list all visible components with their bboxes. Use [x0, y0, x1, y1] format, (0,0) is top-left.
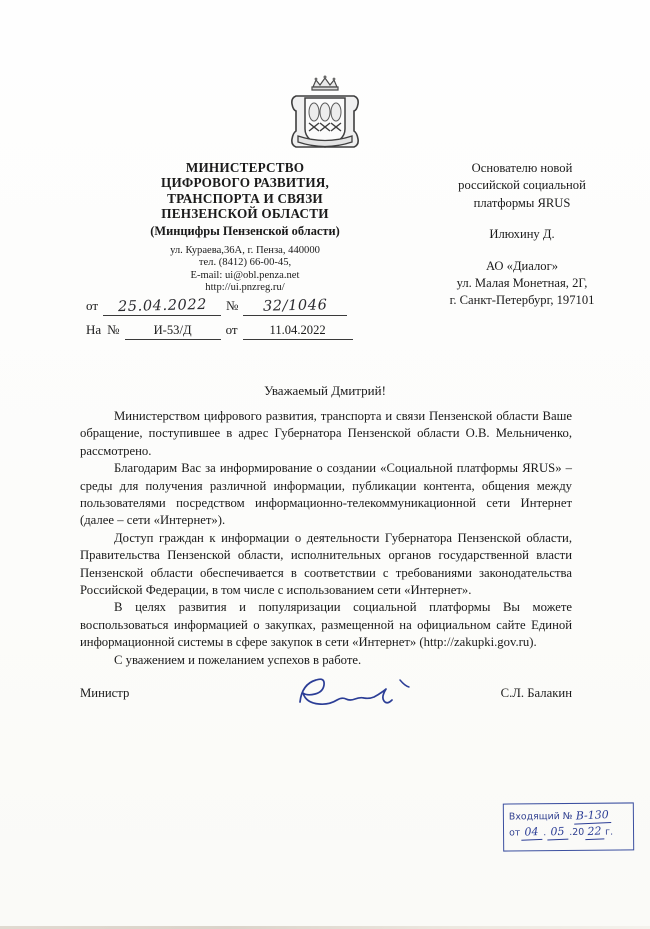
letter-paragraph: С уважением и пожеланием успехов в работе. [114, 652, 362, 667]
addressee-role [408, 160, 636, 212]
letter-paragraph: Благодарим Вас за информирование о создании «Социальной платформы ЯRUS» – среды для получения различной информации, публикации контента, общения между пользователями посредством информационно-телекоммуникационной сети Интернет (далее – сети «Интернет»). [80, 461, 572, 528]
email-line: E-mail: ui@obl.penza.net [190, 269, 300, 281]
addressee-role-line-1: Основателю новой [471, 161, 573, 175]
reply-label: На [86, 322, 102, 337]
letterhead [60, 160, 430, 295]
addressee-role-line-2: российской социальной [458, 178, 586, 193]
incoming-reference-row [86, 322, 406, 346]
ministry-name-line-2: ЦИФРОВОГО РАЗВИТИЯ, [161, 175, 329, 191]
stamp-number-label: Входящий № [508, 810, 573, 823]
outgoing-number-label: № [226, 298, 239, 313]
phone-line: тел. (8412) 66-00-45, [198, 257, 292, 269]
letter-paragraph: Министерством цифрового развития, транспорта и связи Пензенской области Ваше обращение, поступившее в адрес Губернатора Пензенской области О.В. Мельниченко, рассмотрено. [80, 409, 572, 458]
incoming-registration-stamp [503, 802, 634, 851]
addressee-block [408, 160, 636, 310]
signatory-name: С.Л. Балакин [500, 686, 572, 700]
addressee-street: ул. Малая Монетная, 2Г, [456, 276, 588, 291]
reply-number-value: И-53/Д [125, 323, 221, 340]
stamp-year: 22 [585, 823, 605, 840]
letter-body [80, 408, 572, 669]
ministry-name-line-3: ТРАНСПОРТА И СВЯЗИ [167, 190, 323, 206]
addressee-role-line-3: платформы ЯRUS [473, 195, 571, 210]
stamp-year-prefix: .20 [569, 826, 585, 838]
reply-date-value: 11.04.2022 [243, 323, 353, 340]
stamp-number-row [509, 807, 628, 824]
letterhead-contacts [60, 245, 430, 295]
ministry-name-line-1: МИНИСТЕРСТВО [185, 160, 305, 175]
signatory-title: Министр [80, 686, 130, 700]
stamp-dot-1: . [543, 827, 547, 839]
outgoing-number-value: 32/1046 [243, 298, 347, 316]
stamp-month: 05 [547, 824, 569, 841]
addressee-company: АО «Диалог» [485, 258, 559, 273]
stamp-date-label: от [509, 827, 521, 839]
letter-paragraph: Доступ граждан к информации о деятельности Губернатора Пензенской области, Правительства Пензенской области, исполнительных органов государственной власти Пензенской области обеспечивается в соответствии с требованиями законодательства Российской Федерации, в том числе с использованием сети «Интернет». [80, 530, 572, 598]
reply-number-label: № [107, 322, 120, 337]
stamp-number-value: В-130 [573, 807, 610, 825]
addressee-organization [408, 258, 636, 310]
ministry-name-line-4: ПЕНЗЕНСКОЙ ОБЛАСТИ [161, 206, 329, 222]
outgoing-reference-row [86, 298, 406, 322]
addressee-city: г. Санкт-Петербург, 197101 [449, 293, 595, 308]
addressee-person: Илюхину Д. [489, 227, 555, 242]
coat-of-arms [0, 74, 650, 158]
letter-greeting: Уважаемый Дмитрий! [264, 383, 386, 398]
reference-block [86, 298, 406, 346]
outgoing-date-value: 25.04.2022 [103, 298, 221, 316]
handwritten-signature [288, 668, 438, 716]
address-line: ул. Кураева,36А, г. Пенза, 440000 [170, 244, 320, 256]
stamp-day: 04 [521, 824, 543, 841]
reply-date-label: от [225, 322, 238, 337]
ministry-short-name: (Минцифры Пензенской области) [150, 223, 340, 238]
website-line: http://ui.pnzreg.ru/ [205, 282, 285, 294]
stamp-year-suffix: г. [605, 826, 614, 838]
outgoing-date-label: от [86, 298, 99, 313]
letter-paragraph: В целях развития и популяризации социальной платформы Вы можете воспользоваться информацией о закупках, размещенной на официальном сайте Единой информационной системы в сфере закупок в сети «Интернет» (http://zakupki.gov.ru). [80, 600, 572, 650]
stamp-date-row [509, 823, 628, 840]
